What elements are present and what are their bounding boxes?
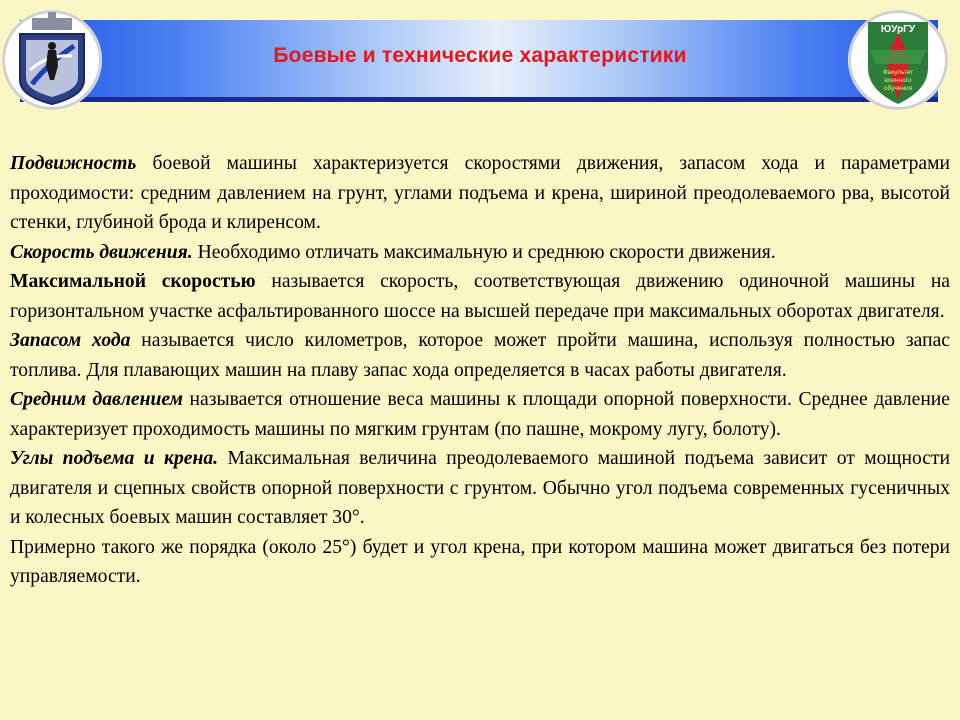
paragraph-text: Примерно такого же порядка (около 25°) будет и угол крена, при котором машина может двигаться без потери управляемости. <box>10 536 950 587</box>
page-title: Боевые и технические характеристики <box>273 44 687 67</box>
paragraph-text: боевой машины характеризуется скоростями движения, запасом хода и параметрами проходимости: средним давлением на грунт, углами подъема и крена, шириной преодолеваемого рва, высотой стенки, глубиной брода и клиренсом. <box>10 153 950 233</box>
faculty-logo-line2: военного <box>884 77 912 84</box>
term-range: Запасом хода <box>10 330 131 351</box>
faculty-logo-line1: Факультет <box>882 69 914 76</box>
paragraph-text: Необходимо отличать максимальную и среднюю скорости движения. <box>192 241 776 263</box>
university-emblem-logo <box>2 10 102 110</box>
paragraph-text: Максимальная величина преодолеваемого машиной подъема зависит от мощности двигателя и сцепных свойств опорной поверхности с грунтом. Обычно угол подъема современных гусеничных и колесных боевых машин составляет 30°. <box>10 448 950 528</box>
faculty-logo-line3: обучения <box>883 85 913 92</box>
term-max-speed: Максимальной скоростью <box>10 271 256 292</box>
term-mobility: Подвижность <box>10 153 137 174</box>
paragraph-text: называется число километров, которое может пройти машина, используя полностью запас топлива. Для плавающих машин на плаву запас хода определяется в часах работы двигателя. <box>10 330 950 381</box>
paragraph-mobility <box>10 149 950 238</box>
paragraph-roll <box>10 533 950 592</box>
paragraph-pressure <box>10 385 950 444</box>
term-angles: Углы подъема и крена. <box>10 448 219 469</box>
faculty-logo-university-text: ЮУрГУ <box>880 24 916 35</box>
paragraph-text: называется отношение веса машины к площади опорной поверхности. Среднее давление характеризует проходимость машины по мягким грунтам (по пашне, мокрому лугу, болоту). <box>10 389 950 440</box>
paragraph-max-speed <box>10 267 950 326</box>
paragraph-text: называется скорость, соответствующая движению одиночной машины на горизонтальном участке асфальтированного шоссе на высшей передаче при максимальных оборотах двигателя. <box>10 271 951 322</box>
faculty-emblem-logo <box>848 10 948 110</box>
term-speed: Скорость движения. <box>10 241 193 263</box>
main-text <box>10 149 950 592</box>
paragraph-speed <box>10 238 950 268</box>
paragraph-range <box>10 326 950 385</box>
term-pressure: Средним давлением <box>10 389 183 410</box>
paragraph-angles <box>10 444 950 533</box>
